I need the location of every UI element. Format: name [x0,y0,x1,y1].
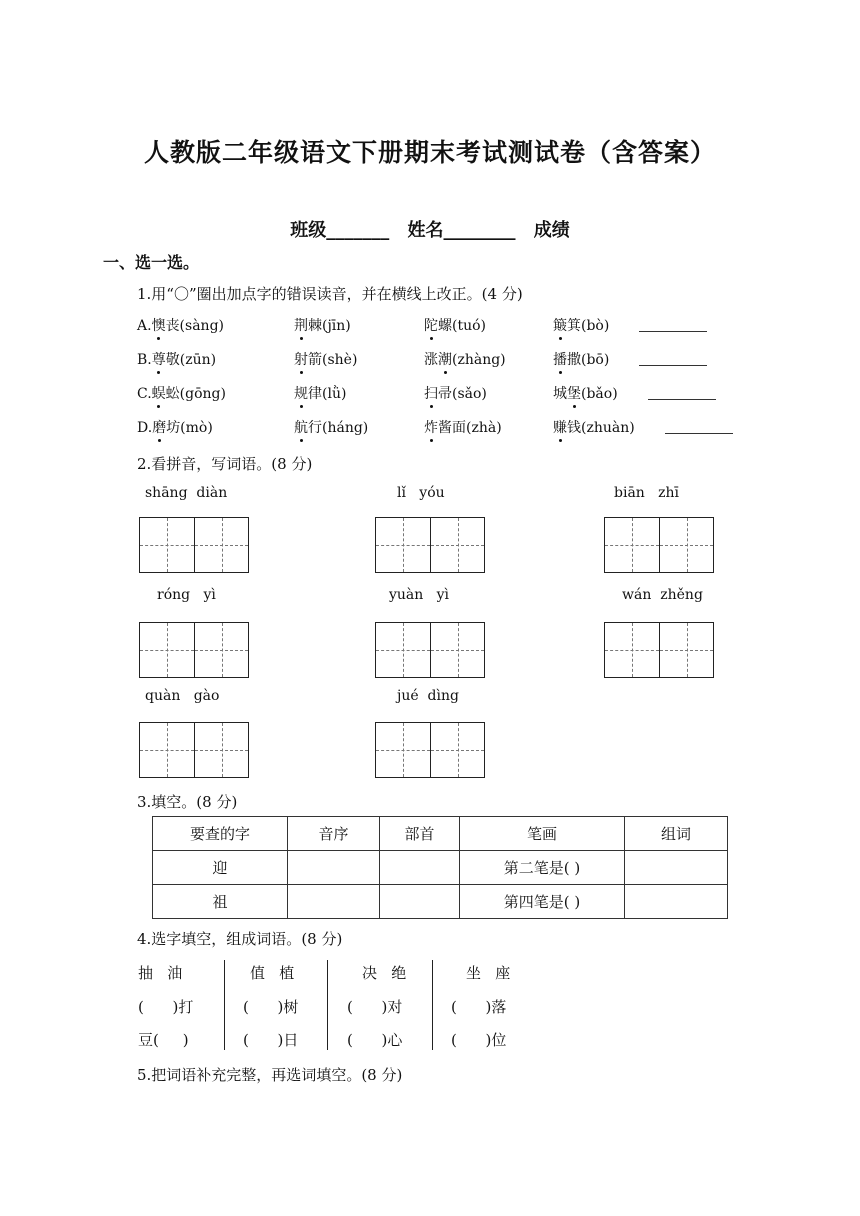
q3-table [152,816,728,919]
option-text: D. [137,420,153,436]
pinyin-label: yuàn yì [389,587,450,603]
q3-prompt: 3.填空。(8 分) [137,793,238,811]
dotted-character[interactable]: 航 [294,417,308,437]
table-header: 组词 [625,817,728,851]
pinyin-reading[interactable]: (zhàng) [452,352,506,368]
option-text: B. [137,352,152,368]
writing-box[interactable] [659,518,713,572]
pinyin-reading[interactable]: (bǎo) [581,386,618,402]
q1-option [294,349,357,369]
q1-option [424,315,486,335]
section-heading: 一、选一选。 [103,253,200,272]
table-header-row [153,817,728,851]
writing-box[interactable] [194,723,248,777]
q1-option [424,383,487,403]
q1-option [424,349,506,369]
dotted-character[interactable]: 簸 [553,315,567,335]
q1-option [294,383,346,403]
character-choice: 抽 油 [138,964,183,982]
pinyin-reading[interactable]: 棘(jīn) [308,318,351,334]
q1-option [553,383,618,403]
table-header: 音序 [288,817,380,851]
pinyin-reading[interactable]: 箕(bò) [567,318,610,334]
pinyin-reading[interactable]: 行(háng) [308,420,369,436]
pinyin-label: róng yì [157,587,216,603]
table-row [153,851,728,885]
dotted-character[interactable]: 播 [553,349,567,369]
pinyin-reading[interactable]: 蚣(gōng) [165,386,226,402]
writing-box[interactable] [376,723,430,777]
writing-box[interactable] [376,623,430,677]
pinyin-reading[interactable]: 钱(zhuàn) [567,420,635,436]
fill-in-word[interactable]: ( )心 [347,1031,403,1049]
q2-prompt: 2.看拼音，写词语。(8 分) [137,455,313,473]
answer-cell[interactable] [380,851,460,885]
dotted-character[interactable]: 规 [294,383,308,403]
writing-box[interactable] [194,623,248,677]
writing-grid[interactable] [139,622,249,678]
page-title: 人教版二年级语文下册期末考试测试卷（含答案） [143,138,716,167]
dotted-character[interactable]: 赚 [553,417,567,437]
pinyin-reading[interactable]: 箭(shè) [308,352,358,368]
dotted-character[interactable]: 扫 [424,383,438,403]
fill-in-word[interactable]: ( )树 [243,998,299,1016]
score-label: 成绩 [533,220,570,241]
pinyin-label: quàn gào [145,688,220,704]
writing-box[interactable] [430,723,484,777]
option-text: C. [137,386,152,402]
q1-option [137,417,213,437]
table-cell[interactable]: 第四笔是( ) [460,885,625,919]
q1-option [137,315,224,335]
answer-blank[interactable] [665,419,733,434]
pinyin-reading[interactable]: 丧(sàng) [165,318,224,334]
writing-box[interactable] [605,623,659,677]
writing-grid[interactable] [139,722,249,778]
table-cell: 迎 [153,851,288,885]
dotted-character[interactable]: 射 [294,349,308,369]
writing-box[interactable] [659,623,713,677]
table-header: 要查的字 [153,817,288,851]
table-header: 部首 [380,817,460,851]
table-cell[interactable]: 第二笔是( ) [460,851,625,885]
group-divider [224,960,225,1050]
q1-option [553,417,635,437]
student-info [0,216,860,242]
dotted-character[interactable]: 潮 [438,349,452,369]
table-row [153,885,728,919]
pinyin-reading[interactable]: 律(lǜ) [308,386,347,402]
dotted-character[interactable]: 蜈 [152,383,166,403]
table-cell: 祖 [153,885,288,919]
dotted-character[interactable]: 荆 [294,315,308,335]
writing-grid[interactable] [375,722,485,778]
table-header: 笔画 [460,817,625,851]
pinyin-label: jué dìng [397,688,459,704]
pinyin-reading[interactable]: 坊(mò) [166,420,213,436]
writing-box[interactable] [430,623,484,677]
character-choice: 决 绝 [362,964,407,982]
answer-blank[interactable] [639,351,707,366]
q1-option [294,417,368,437]
pinyin-reading[interactable]: 敬(zūn) [165,352,217,368]
group-divider [327,960,328,1050]
class-field[interactable]: 班级_______ [290,220,390,241]
dotted-character[interactable]: 堡 [567,383,581,403]
dotted-character[interactable]: 炸 [424,417,438,437]
pinyin-reading[interactable]: 帚(sǎo) [438,386,487,402]
writing-grid[interactable] [375,517,485,573]
writing-grid[interactable] [604,622,714,678]
dotted-character[interactable]: 尊 [152,349,166,369]
option-text: A. [137,318,152,334]
fill-in-word[interactable]: ( )位 [451,1031,507,1049]
writing-box[interactable] [140,723,194,777]
pinyin-label: shāng diàn [145,485,228,501]
answer-blank[interactable] [639,317,707,332]
answer-blank[interactable] [648,385,716,400]
writing-box[interactable] [140,623,194,677]
q1-option [424,417,502,437]
group-divider [432,960,433,1050]
fill-in-word[interactable]: ( )打 [138,998,194,1016]
pinyin-reading[interactable]: 撒(bō) [567,352,610,368]
writing-grid[interactable] [375,622,485,678]
q1-option [137,349,216,369]
pinyin-label: wán zhěng [622,587,703,603]
answer-cell[interactable] [288,885,380,919]
writing-grid[interactable] [139,517,249,573]
pinyin-label: biān zhī [614,485,680,501]
option-text: 城 [553,386,567,402]
dotted-character[interactable]: 陀 [424,315,438,335]
q1-option [553,315,609,335]
character-choice: 值 植 [250,964,295,982]
q1-prompt: 1.用“〇”圈出加点字的错误读音，并在横线上改正。(4 分) [137,285,523,303]
name-field[interactable]: 姓名________ [407,220,516,241]
dotted-character[interactable]: 磨 [152,417,166,437]
writing-box[interactable] [140,518,194,572]
option-text: 涨 [424,352,438,368]
writing-grid[interactable] [604,517,714,573]
answer-cell[interactable] [625,885,728,919]
q4-prompt: 4.选字填空，组成词语。(8 分) [137,930,343,948]
fill-in-word[interactable]: ( )对 [347,998,403,1016]
writing-box[interactable] [605,518,659,572]
pinyin-label: lǐ yóu [397,485,445,501]
fill-in-word[interactable]: ( )落 [451,998,507,1016]
pinyin-reading[interactable]: 酱面(zhà) [438,420,502,436]
pinyin-reading[interactable]: 螺(tuó) [438,318,486,334]
q1-option [294,315,351,335]
writing-box[interactable] [194,518,248,572]
q1-option [137,383,226,403]
writing-box[interactable] [376,518,430,572]
answer-cell[interactable] [625,851,728,885]
q1-option [553,349,609,369]
q5-prompt: 5.把词语补充完整，再选词填空。(8 分) [137,1066,403,1084]
fill-in-word[interactable]: ( )日 [243,1031,299,1049]
dotted-character[interactable]: 懊 [152,315,166,335]
answer-cell[interactable] [380,885,460,919]
answer-cell[interactable] [288,851,380,885]
writing-box[interactable] [430,518,484,572]
fill-in-word[interactable]: 豆( ) [138,1031,189,1049]
character-choice: 坐 座 [466,964,511,982]
